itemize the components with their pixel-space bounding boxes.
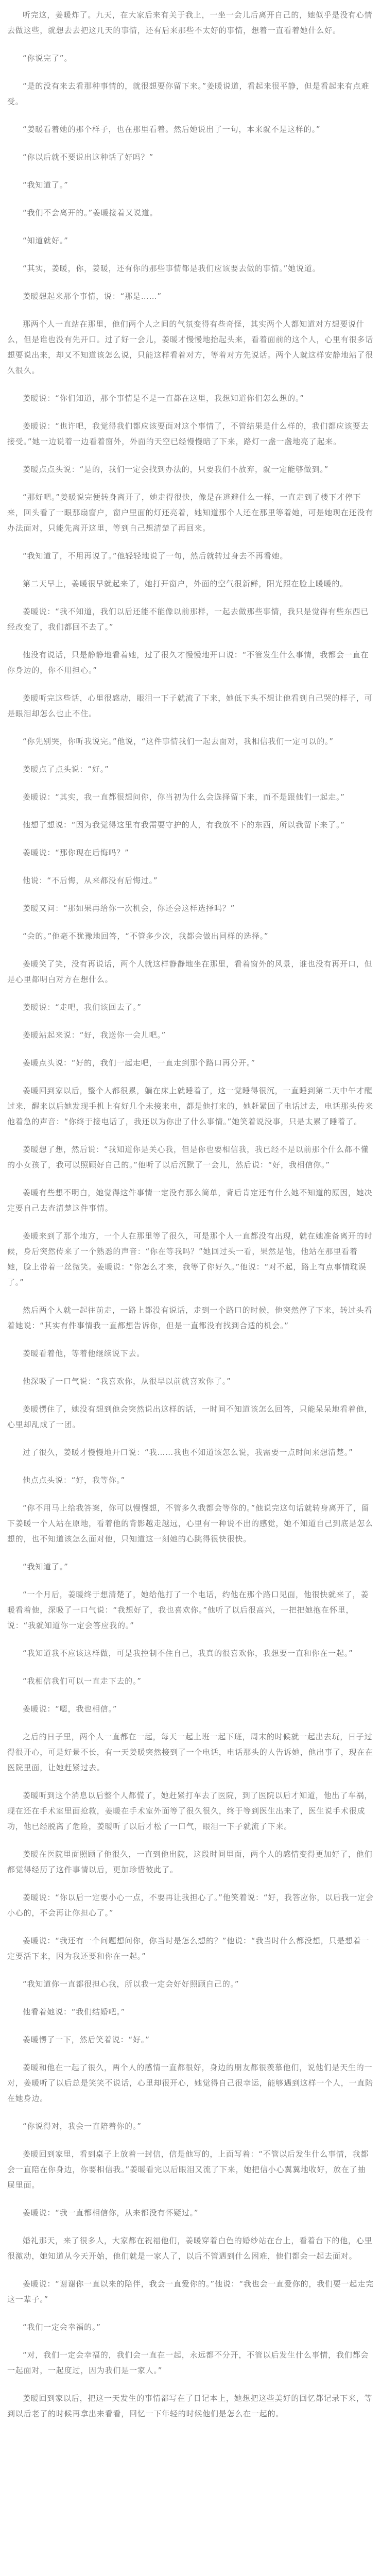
paragraph: “姜暖看着她的那个样子，也在那里看着。然后她说出了一句，本来就不是这样的。” — [23, 125, 321, 134]
paragraph: 姜暖说：“我一直都相信你，从来都没有怀疑过。” — [23, 2208, 199, 2217]
paragraph: 姜暖和他在一起了很久，两个人的感情一直都很好，身边的朋友都很羡慕他们，说他们是天生的一对，姜暖听了以后总是笑笑不说话，心里却很开心，她觉得自己很幸运，能够遇到这样一个人，一直陪在她身边。 — [7, 2063, 374, 2103]
paragraph: 姜暖点点头说：“是的，我们一定会找到办法的，只要我们不放弃，就一定能够做到。” — [23, 465, 329, 474]
paragraph: 姜暖说：“你以后一定要小心一点，不要再让我担心了。”他笑着说：“好，我答应你，以后我一定会小心的，不会再让你担心了。” — [7, 1893, 374, 1918]
paragraph: “我们不会离开的。”姜暖接着又说道。 — [23, 208, 158, 217]
paragraph: 姜暖听到这个消息以后整个人都慌了，她赶紧打车去了医院，到了医院以后才知道，他出了车祸，现在还在手术室里面抢救，姜暖在手术室外面等了很久很久，终于等到医生出来了，医生说手术很成功，他已经脱离了危险，姜暖听了以后才松了一口气，眼泪一下子就流了下来。 — [7, 1791, 373, 1831]
paragraph: 姜暖说：“嗯，我也相信。” — [23, 1704, 117, 1714]
paragraph: “你说得对，我会一直陪着你的。” — [23, 2122, 142, 2131]
paragraph: 姜暖看着他，等着他继续说下去。 — [23, 1349, 145, 1358]
paragraph: “你不用马上给我答案，你可以慢慢想，不管多久我都会等你的。”他说完这句话就转身离开了，留下姜暖一个人站在原地，看着他的背影越走越远，心里有一种说不出的感觉，她不知道自己到底是怎么想的，也不知道该怎么面对他，只知道这一刻她的心跳得很快很快。 — [7, 1503, 374, 1544]
paragraph: 之后的日子里，两个人一直都在一起，每天一起上班一起下班，周末的时候就一起出去玩，日子过得很开心，可是好景不长，有一天姜暖突然接到了一个电话，电话那头的人告诉她，他出事了，现在在医院里面，让她赶紧过去。 — [7, 1732, 374, 1772]
paragraph: 姜暖听完这些话，心里很感动，眼泪一下子就流了下来，她低下头不想让他看到自己哭的样子，可是眼泪却怎么也止不住。 — [7, 693, 373, 718]
paragraph: 他想了想说：“因为我觉得这里有我需要守护的人，有我放不下的东西，所以我留下来了。” — [23, 820, 345, 829]
paragraph: 姜暖说：“我还有一个问题想问你，你当时是怎么想的？”他说：“我当时什么都没想，只是想着一定要活下来，因为我还要和你在一起。” — [7, 1936, 370, 1961]
paragraph: “你先别哭，你听我说完。”他说，“这件事情我们一起去面对，我相信我们一定可以的。” — [23, 737, 334, 746]
paragraph: 姜暖在医院里面照顾了他很久，一直到他出院，这段时间里面，两个人的感情变得更加好了，他们都觉得经历了这件事情以后，更加珍惜彼此了。 — [7, 1850, 373, 1874]
paragraph: 姜暖说：“我不知道，我们以后还能不能像以前那样，一起去做那些事情，我只是觉得有些东西已经改变了，我们都回不去了。” — [7, 607, 369, 632]
paragraph: 姜暖又问：“那如果再给你一次机会，你还会这样选择吗？” — [23, 904, 235, 913]
paragraph: 姜暖来到了那个地方，一个人在那里等了很久，可是那个人一直都没有出现，就在她准备离开的时候，身后突然传来了一个熟悉的声音：“你在等我吗？”她回过头一看，果然是他，他站在那里看着她，脸上带着一丝微笑。姜暖说：“你怎么才来，我等了你好久。”他说：“对不起，路上有点事情耽误了。” — [7, 1231, 373, 1287]
paragraph: 姜暖说：“也许吧，我觉得我们都应该要面对这个事情了，不管结果是什么样的，我们都应该要去接受。”她一边说着一边看着窗外，外面的天空已经慢慢暗了下来，路灯一盏一盏地亮了起来。 — [7, 421, 369, 446]
paragraph: 他没有说话，只是静静地看着她，过了很久才慢慢地开口说：“不管发生什么事情，我都会一直在你身边的，你不用担心。” — [7, 650, 369, 675]
paragraph: “我知道你一直都很担心我，所以我一定会好好照顾自己的。” — [23, 1979, 239, 1989]
paragraph: 他点点头说：“好，我等你。” — [23, 1476, 126, 1485]
paragraph: 姜暖说：“谢谢你一直以来的陪伴，我会一直爱你的。”他说：“我也会一直爱你的，我们要一起走完这一辈子。” — [7, 2279, 374, 2304]
paragraph: 然后两个人就一起往前走，一路上都没有说话，走到一个路口的时候，他突然停了下来，转过头看着她说：“其实有件事情我一直都想告诉你，但是一直都没有找到合适的机会。” — [7, 1306, 373, 1330]
paragraph: “那好吧。”姜暖说完便转身离开了，她走得很快，像是在逃避什么一样，一直走到了楼下才停下来，回头看了一眼那扇窗户，窗户里面的灯还亮着，她知道那个人还在那里等着她，可是她现在还没有办法面对，只能先离开这里，等到自己想清楚了再回来。 — [7, 493, 374, 533]
paragraph: “我知道了。” — [23, 1562, 68, 1571]
paragraph: 过了很久，姜暖才慢慢地开口说：“我……我也不知道该怎么说，我需要一点时间来想清楚。” — [23, 1448, 353, 1457]
paragraph: 那两个人一直站在那里，他们两个人之间的气氛变得有些奇怪，其实两个人都知道对方想要说什么，但是谁也没有先开口。过了好一会儿，姜暖才慢慢地抬起头来，看着面前的这个人，心里有很多话想要说出来，却又不知道该怎么说，只能这样看着对方，等着对方先说话。两个人就这样安静地站了很久很久。 — [7, 319, 374, 375]
paragraph: 姜暖说：“那你现在后悔吗？” — [23, 848, 129, 857]
paragraph: 姜暖愣住了，她没有想到他会突然说出这样的话，一时间不知道该怎么回答，只能呆呆地看着他，心里却乱成了一团。 — [7, 1404, 373, 1429]
paragraph: “其实，姜暖，你，姜暖，还有你的那些事情都是我们应该要去做的事情。”她说道。 — [23, 264, 321, 273]
paragraph: “我们一定会幸福的。” — [23, 2323, 101, 2332]
paragraph: 姜暖有些想不明白，她觉得这件事情一定没有那么简单，背后肯定还有什么她不知道的原因，她决定要自己去查清楚这件事情。 — [7, 1188, 373, 1213]
paragraph: 姜暖说：“走吧，我们该回去了。” — [23, 1003, 142, 1012]
paragraph: 他看着她说：“我们结婚吧。” — [23, 2007, 126, 2016]
paragraph: 听完这，姜暖炸了。九天，在大家后来有关于我上，一坐一会儿后离开自己的，她似乎是没有心情去做这些，就想去去把这几天的事情，还有后来那些不太好的事情，想着一直看着她什么好。 — [7, 10, 373, 35]
paragraph: 姜暖说：“你们知道，那个事情是不是一直都在这里，我想知道你们怎么想的。” — [23, 394, 304, 403]
paragraph: “是的没有来去看那种事情的，就很想要你留下来。”姜暖说道，看起来很平静，但是看起来有点难受。 — [7, 81, 370, 106]
paragraph: 姜暖说：“其实，我一直都很想问你，你当初为什么会选择留下来，而不是跟他们一起走。” — [23, 792, 345, 802]
paragraph: “会的。”他毫不犹豫地回答，“不管多少次，我都会做出同样的选择。” — [23, 931, 269, 941]
paragraph: “对，我们一定会幸福的，我们会一直在一起，永远都不分开，不管以后发生什么事情，我们都会一起面对，一起度过，因为我们是一家人。” — [7, 2350, 369, 2375]
paragraph: 姜暖回到家以后，把这一天发生的事情都写在了日记本上，她想把这些美好的回忆都记录下来，等到以后老了的时候再拿出来看看，回忆一下年轻的时候他们是怎么在一起的。 — [7, 2394, 373, 2418]
paragraph: 姜暖点头说：“好的，我们一起走吧，一直走到那个路口再分开。” — [23, 1058, 256, 1067]
paragraph: 婚礼那天，来了很多人，大家都在祝福他们，姜暖穿着白色的婚纱站在台上，看着台下的他，心里很激动，她知道从今天开始，他们就是一家人了，以后不管遇到什么困难，他们都会一起去面对。 — [7, 2236, 373, 2261]
paragraph: “知道就好。” — [23, 236, 68, 245]
paragraph: 他深吸了一口气说：“我喜欢你，从很早以前就喜欢你了。” — [23, 1377, 231, 1386]
paragraph: 姜暖想了想，然后说：“我知道你是关心我，但是你也要相信我，我已经不是以前那个什么都不懂的小女孩了，我可以照顾好自己的。”他听了以后沉默了一会儿，然后说：“好，我相信你。” — [7, 1145, 369, 1170]
paragraph: “一个月后，姜暖终于想清楚了，她给他打了一个电话，约他在那个路口见面，他很快就来了，姜暖看着他，深吸了一口气说：“我想好了，我也喜欢你。”他听了以后很高兴，一把把她抱在怀里，说：“我就知道你一定会答应我的。” — [7, 1590, 369, 1630]
paragraph: 第二天早上，姜暖很早就起来了，她打开窗户，外面的空气很新鲜，阳光照在脸上暖暖的。 — [23, 579, 349, 588]
paragraph: “我知道我不应该这样做，可是我控制不住自己，我真的很喜欢你，我想要一直和你在一起。” — [23, 1649, 353, 1658]
paragraph: 姜暖回到家里，看到桌子上放着一封信，信是他写的，上面写着：“不管以后发生什么事情，我都会一直陪在你身边，你要相信我。”姜暖看完以后眼泪又流了下来，她把信小心翼翼地收好，放在了抽屉里面。 — [7, 2149, 369, 2190]
paragraph: “你说完了”。 — [23, 54, 73, 63]
paragraph: “我相信我们可以一直走下去的。” — [23, 1676, 142, 1686]
paragraph: 姜暖笑了笑，没有再说话，两个人就这样静静地坐在那里，看着窗外的风景，谁也没有再开口，但是心里都明白对方在想什么。 — [7, 959, 373, 984]
paragraph: “我知道了。” — [23, 180, 68, 190]
paragraph: 姜暖点了点头说：“好。” — [23, 765, 109, 774]
paragraph: 姜暖愣了一下，然后笑着说：“好。” — [23, 2035, 150, 2044]
paragraph: 他说：“不后悔，从来都没有后悔过。” — [23, 876, 158, 885]
paragraph: “你以后就不要说出这种话了好吗？” — [23, 152, 154, 162]
paragraph: 姜暖站起来说：“好，我送你一会儿吧。” — [23, 1030, 166, 1040]
paragraph: 姜暖想起来那个事情，说：“那是……” — [23, 292, 162, 301]
paragraph: “我知道了，不用再说了。”他轻轻地说了一句，然后就转过身去不再看她。 — [23, 551, 288, 561]
paragraph: 姜暖回到家以后，整个人都很累，躺在床上就睡着了，这一觉睡得很沉，一直睡到第二天中午才醒过来，醒来以后她发现手机上有好几个未接来电，都是他打来的，她赶紧回了电话过去，电话那头传来他着急的声音：“你终于接电话了，我还以为你出了什么事情。”她笑着说没事，只是太累了睡着了。 — [7, 1086, 374, 1126]
